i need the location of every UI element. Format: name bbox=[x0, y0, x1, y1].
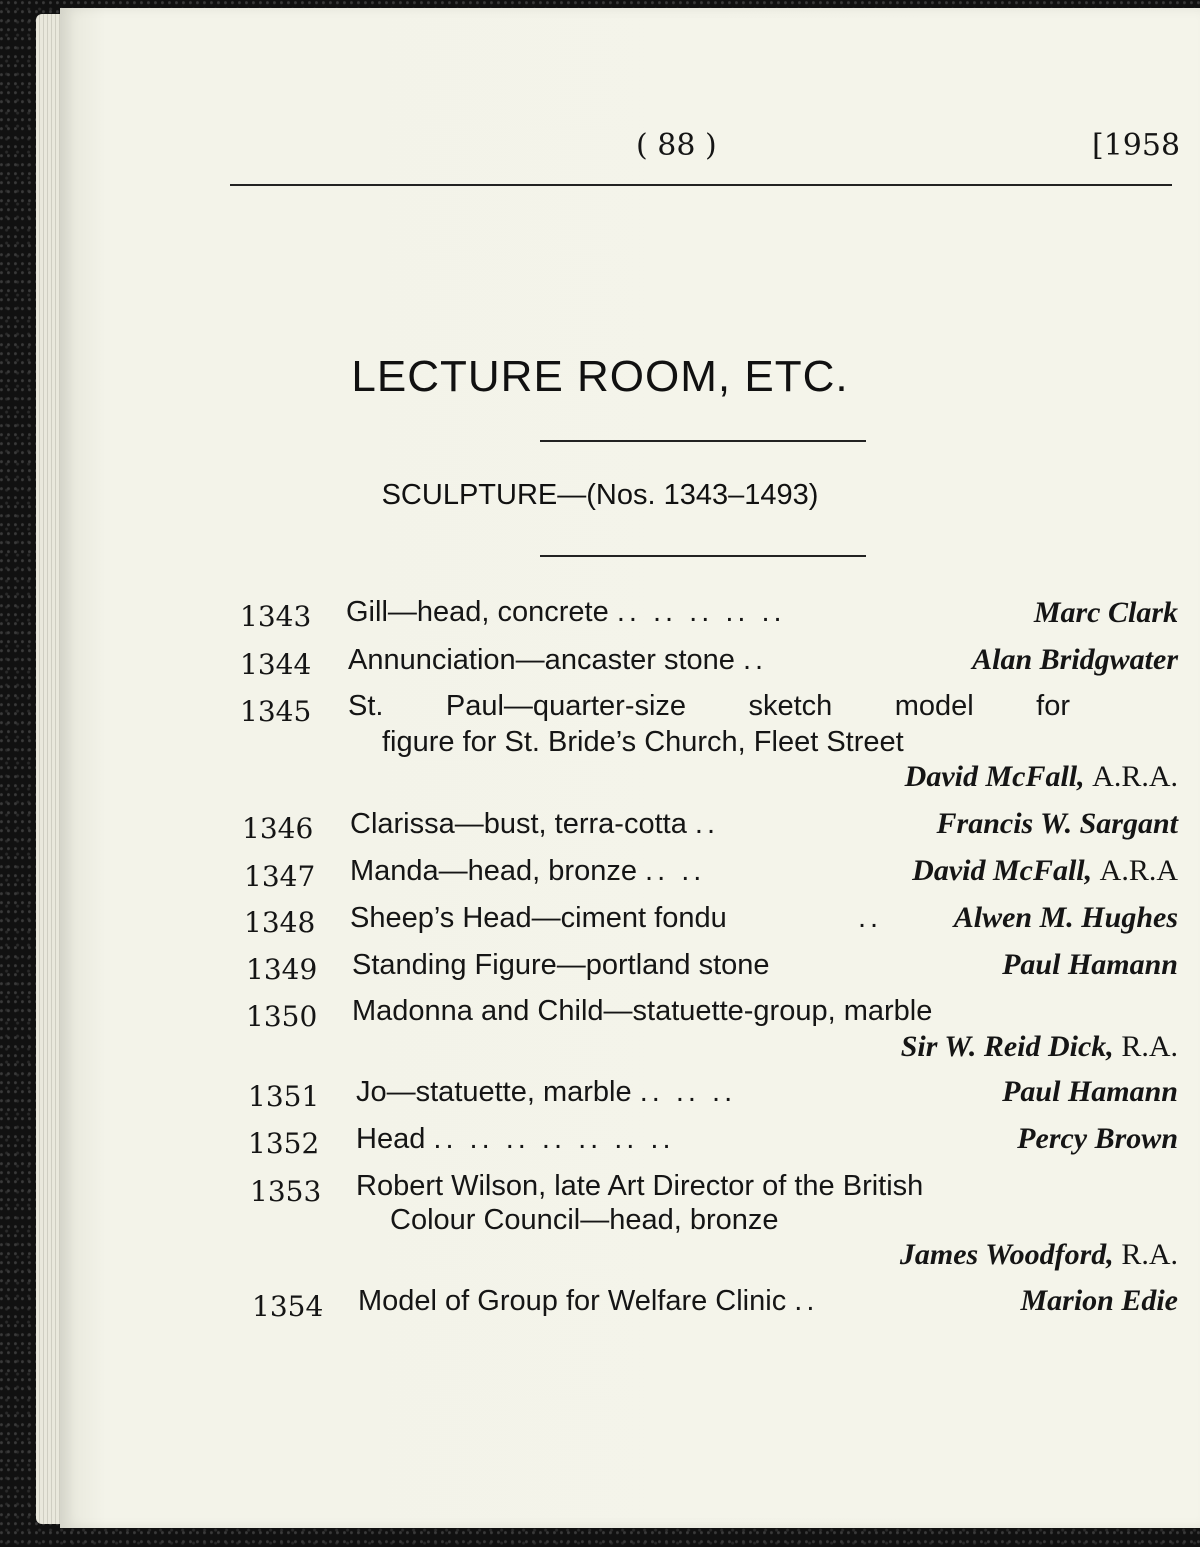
section-title: LECTURE ROOM, ETC. bbox=[351, 352, 849, 401]
entry-number: 1354 bbox=[252, 1290, 324, 1323]
entry-title-line-2: Colour Council—head, bronze bbox=[390, 1204, 779, 1236]
entry-artist: Francis W. Sargant bbox=[936, 807, 1178, 840]
entry-number: 1343 bbox=[240, 600, 312, 633]
entry-artist: Percy Brown bbox=[1017, 1122, 1178, 1155]
entry-number: 1346 bbox=[242, 812, 314, 845]
entry-title: Head .. .. .. .. .. .. .. bbox=[356, 1123, 675, 1155]
entry-artist: Marion Edie bbox=[1020, 1284, 1178, 1317]
entry-title-line-1: Madonna and Child—statuette-group, marble bbox=[352, 995, 933, 1027]
entry-number: 1349 bbox=[246, 953, 318, 986]
entry-title-line-2: figure for St. Bride’s Church, Fleet Street bbox=[382, 726, 904, 758]
entry-artist: Paul Hamann bbox=[1002, 948, 1178, 981]
entry-number: 1350 bbox=[246, 1000, 318, 1033]
entry-number: 1351 bbox=[248, 1080, 320, 1113]
entry-artist: Sir W. Reid Dick, R.A. bbox=[900, 1030, 1178, 1063]
title-rule-top bbox=[540, 440, 866, 442]
entry-number: 1347 bbox=[244, 860, 316, 893]
entry-title: Jo—statuette, marble .. .. .. bbox=[356, 1076, 737, 1108]
entry-title: Clarissa—bust, terra-cotta .. bbox=[350, 808, 720, 840]
entry-number: 1352 bbox=[248, 1127, 320, 1160]
entry-number: 1353 bbox=[250, 1175, 322, 1208]
entry-title: Manda—head, bronze .. .. bbox=[350, 855, 706, 887]
entry-number: 1345 bbox=[240, 695, 312, 728]
entry-artist: Marc Clark bbox=[1033, 596, 1178, 629]
page-number: ( 88 ) bbox=[636, 128, 717, 163]
header-rule bbox=[230, 184, 1172, 186]
entry-title-line-1: Robert Wilson, late Art Director of the British bbox=[356, 1170, 924, 1202]
entry-artist: Paul Hamann bbox=[1002, 1075, 1178, 1108]
entry-title: Standing Figure—portland stone bbox=[352, 949, 770, 981]
entry-title: Sheep’s Head—ciment fondu bbox=[350, 902, 727, 934]
entry-title: Gill—head, concrete .. .. .. .. .. bbox=[346, 596, 786, 628]
year-marker: [1958 bbox=[1092, 128, 1181, 163]
entry-title-line-1: St. Paul—quarter-size sketch model for bbox=[348, 690, 1070, 722]
entry-title: Model of Group for Welfare Clinic .. bbox=[358, 1285, 819, 1317]
entry-number: 1348 bbox=[244, 906, 316, 939]
entry-artist: David McFall, A.R.A bbox=[912, 854, 1178, 887]
entry-artist: Alan Bridgwater bbox=[972, 643, 1178, 676]
entry-title: Annunciation—ancaster stone .. bbox=[348, 644, 768, 676]
title-rule-bottom bbox=[540, 555, 866, 557]
entry-artist: James Woodford, R.A. bbox=[899, 1238, 1178, 1271]
entry-number: 1344 bbox=[240, 648, 312, 681]
entry-artist: Alwen M. Hughes bbox=[953, 901, 1178, 934]
entry-artist: David McFall, A.R.A. bbox=[904, 760, 1178, 793]
subsection-title: SCULPTURE—(Nos. 1343–1493) bbox=[381, 479, 819, 511]
entry-leader: .. bbox=[858, 902, 883, 934]
